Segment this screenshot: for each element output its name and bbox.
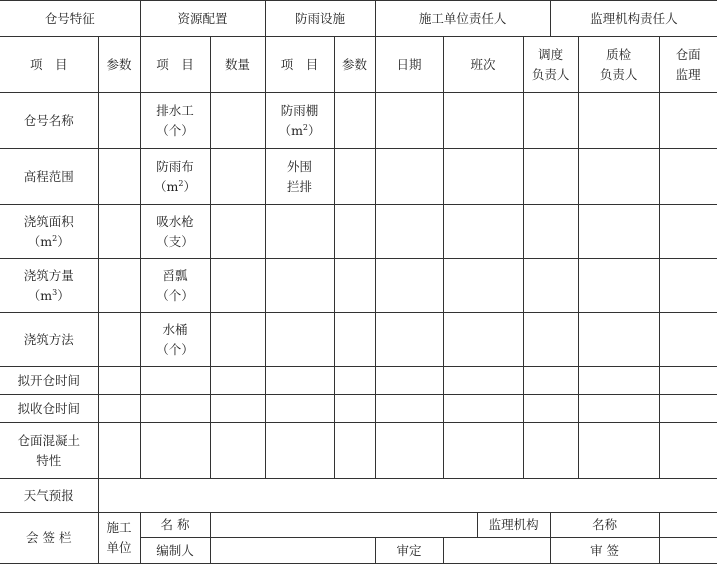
param-cell: [98, 205, 140, 259]
date-cell: [375, 93, 443, 149]
param-cell: [98, 313, 140, 367]
rain-facility-item: [265, 395, 334, 423]
row-label: 浇筑方法: [0, 313, 98, 367]
quantity-cell: [210, 423, 265, 479]
param-cell: [98, 259, 140, 313]
qc-cell: [578, 149, 659, 205]
qc-cell: [578, 395, 659, 423]
subheader-dispatch-lead: 调度 负责人: [523, 37, 578, 93]
param-cell: [334, 367, 375, 395]
resource-item: 排水工 （个）: [140, 93, 210, 149]
dispatch-cell: [523, 149, 578, 205]
qc-cell: [578, 93, 659, 149]
table-row: [0, 367, 717, 395]
resource-item: 吸水枪 （支）: [140, 205, 210, 259]
resource-item: 水桶 （个）: [140, 313, 210, 367]
compiler-label: 编制人: [140, 538, 210, 564]
surface-cell: [659, 93, 717, 149]
header-construction-responsible: 施工单位责任人: [375, 1, 550, 37]
rain-facility-item: 外围 拦排: [265, 149, 334, 205]
surface-cell: [659, 149, 717, 205]
table-row: [0, 149, 717, 205]
table-row: [0, 479, 717, 513]
param-cell: [334, 259, 375, 313]
subheader-item-2: 项 目: [140, 37, 210, 93]
subheader-item-3: 项 目: [265, 37, 334, 93]
resource-item: 舀瓢 （个）: [140, 259, 210, 313]
resource-item: [140, 423, 210, 479]
subheader-quantity: 数量: [210, 37, 265, 93]
name-label-2: 名称: [550, 513, 659, 538]
sign-value: [659, 538, 717, 564]
param-cell: [334, 313, 375, 367]
subheader-shift: 班次: [443, 37, 523, 93]
rain-facility-item: [265, 259, 334, 313]
param-cell: [334, 395, 375, 423]
param-cell: [334, 205, 375, 259]
param-cell: [98, 93, 140, 149]
weather-forecast-value: [98, 479, 717, 513]
sign-label: 审 签: [550, 538, 659, 564]
table-row: [0, 423, 717, 479]
surface-cell: [659, 367, 717, 395]
signoff-row: [0, 513, 717, 538]
quantity-cell: [210, 149, 265, 205]
rain-facility-item: [265, 423, 334, 479]
shift-cell: [443, 367, 523, 395]
surface-cell: [659, 259, 717, 313]
name-label: 名 称: [140, 513, 210, 538]
table-row: [0, 93, 717, 149]
quantity-cell: [210, 93, 265, 149]
qc-cell: [578, 367, 659, 395]
surface-cell: [659, 395, 717, 423]
dispatch-cell: [523, 93, 578, 149]
row-label: 高程范围: [0, 149, 98, 205]
qc-cell: [578, 313, 659, 367]
param-cell: [334, 149, 375, 205]
subheader-qc-lead: 质检 负责人: [578, 37, 659, 93]
dispatch-cell: [523, 423, 578, 479]
signoff-label: 会 签 栏: [0, 513, 98, 564]
weather-forecast-label: 天气预报: [0, 479, 98, 513]
surface-cell: [659, 205, 717, 259]
supervision-name-value: [659, 513, 717, 538]
rain-facility-item: 防雨棚 $(m^2)$: [265, 93, 334, 149]
dispatch-cell: [523, 313, 578, 367]
qc-cell: [578, 423, 659, 479]
quantity-cell: [210, 367, 265, 395]
quantity-cell: [210, 313, 265, 367]
table-row: [0, 205, 717, 259]
subheader-param-1: 参数: [98, 37, 140, 93]
qc-cell: [578, 205, 659, 259]
header-storehouse-features: 仓号特征: [0, 1, 140, 37]
table-row: [0, 395, 717, 423]
quantity-cell: [210, 259, 265, 313]
param-cell: [98, 423, 140, 479]
construction-unit-label: 施工 单位: [98, 513, 140, 564]
shift-cell: [443, 423, 523, 479]
rain-facility-item: [265, 313, 334, 367]
dispatch-cell: [523, 395, 578, 423]
table-row: [0, 259, 717, 313]
subheader-param-3: 参数: [334, 37, 375, 93]
date-cell: [375, 313, 443, 367]
table-row: [0, 313, 717, 367]
row-label: 浇筑面积 $(m^2)$: [0, 205, 98, 259]
param-cell: [334, 93, 375, 149]
surface-cell: [659, 313, 717, 367]
quantity-cell: [210, 395, 265, 423]
resource-item: 防雨布 $(m^2)$: [140, 149, 210, 205]
row-label: 仓号名称: [0, 93, 98, 149]
shift-cell: [443, 205, 523, 259]
date-cell: [375, 367, 443, 395]
shift-cell: [443, 259, 523, 313]
shift-cell: [443, 395, 523, 423]
dispatch-cell: [523, 367, 578, 395]
surface-cell: [659, 423, 717, 479]
header-resource-allocation: 资源配置: [140, 1, 265, 37]
header-rain-facilities: 防雨设施: [265, 1, 375, 37]
date-cell: [375, 149, 443, 205]
approve-value: [443, 538, 550, 564]
qc-cell: [578, 259, 659, 313]
rain-facility-item: [265, 205, 334, 259]
supervision-agency-label: 监理机构: [477, 513, 550, 538]
row-label: 浇筑方量 $(m^3)$: [0, 259, 98, 313]
param-cell: [98, 367, 140, 395]
date-cell: [375, 395, 443, 423]
shift-cell: [443, 149, 523, 205]
shift-cell: [443, 313, 523, 367]
compiler-value: [210, 538, 375, 564]
shift-cell: [443, 93, 523, 149]
date-cell: [375, 259, 443, 313]
date-cell: [375, 205, 443, 259]
quantity-cell: [210, 205, 265, 259]
row-label: 拟收仓时间: [0, 395, 98, 423]
dispatch-cell: [523, 205, 578, 259]
rain-facility-item: [265, 367, 334, 395]
header-supervision-responsible: 监理机构责任人: [550, 1, 717, 37]
subheader-date: 日期: [375, 37, 443, 93]
row-label: 仓面混凝土 特性: [0, 423, 98, 479]
date-cell: [375, 423, 443, 479]
dispatch-cell: [523, 259, 578, 313]
param-cell: [334, 423, 375, 479]
subheader-item-1: 项 目: [0, 37, 98, 93]
param-cell: [98, 395, 140, 423]
param-cell: [98, 149, 140, 205]
approve-label: 审定: [375, 538, 443, 564]
construction-unit-name-value: [210, 513, 477, 538]
resource-item: [140, 367, 210, 395]
row-label: 拟开仓时间: [0, 367, 98, 395]
resource-item: [140, 395, 210, 423]
subheader-surface-supervisor: 仓面 监理: [659, 37, 717, 93]
